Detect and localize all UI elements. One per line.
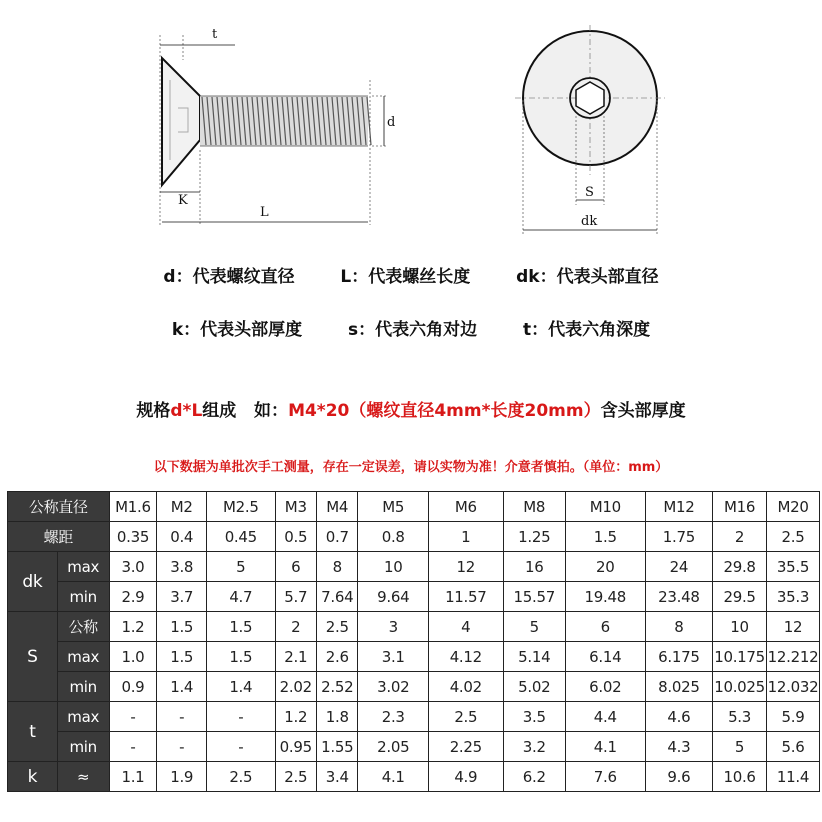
value-cell: -: [207, 732, 275, 762]
legend-dk: dk：代表头部直径: [516, 267, 659, 287]
value-cell: 2.5: [316, 612, 357, 642]
value-cell: 3.5: [503, 702, 565, 732]
value-cell: 5: [503, 612, 565, 642]
value-cell: 2.52: [316, 672, 357, 702]
value-cell: 3.1: [358, 642, 429, 672]
s-max-label: max: [57, 642, 109, 672]
size-header-cell: M12: [645, 492, 712, 522]
value-cell: 1: [428, 522, 503, 552]
value-cell: 4.1: [358, 762, 429, 792]
measurement-note: 以下数据为单批次手工测量，存在一定误差，请以实物为准！介意者慎拍。（单位：mm）: [153, 460, 669, 475]
value-cell: 4.9: [428, 762, 503, 792]
dk-min-row: [8, 582, 820, 612]
value-cell: 10.025: [713, 672, 767, 702]
value-cell: 1.75: [645, 522, 712, 552]
value-cell: 1.5: [157, 612, 207, 642]
value-cell: 1.4: [157, 672, 207, 702]
value-cell: 6.14: [565, 642, 645, 672]
value-cell: 0.35: [109, 522, 157, 552]
value-cell: -: [109, 732, 157, 762]
value-cell: 4.02: [428, 672, 503, 702]
value-cell: 1.8: [316, 702, 357, 732]
value-cell: 1.4: [207, 672, 275, 702]
dk-min-label: min: [57, 582, 109, 612]
value-cell: 9.6: [645, 762, 712, 792]
value-cell: 1.0: [109, 642, 157, 672]
value-cell: 2.5: [428, 702, 503, 732]
value-cell: 35.3: [767, 582, 820, 612]
value-cell: 3.0: [109, 552, 157, 582]
value-cell: 29.5: [713, 582, 767, 612]
value-cell: 2.05: [358, 732, 429, 762]
dim-label-L: L: [260, 205, 269, 220]
value-cell: 19.48: [565, 582, 645, 612]
legend-row-1: [0, 262, 822, 287]
value-cell: 20: [565, 552, 645, 582]
value-cell: 4.6: [645, 702, 712, 732]
value-cell: 4.4: [565, 702, 645, 732]
size-header-cell: M1.6: [109, 492, 157, 522]
s-nom-row: [8, 612, 820, 642]
value-cell: 0.7: [316, 522, 357, 552]
value-cell: 4: [428, 612, 503, 642]
size-header-cell: M4: [316, 492, 357, 522]
legend-L: L：代表螺丝长度: [340, 267, 471, 287]
value-cell: 5.02: [503, 672, 565, 702]
t-min-row: [8, 732, 820, 762]
s-min-label: min: [57, 672, 109, 702]
value-cell: 10: [713, 612, 767, 642]
value-cell: 9.64: [358, 582, 429, 612]
k-row: [8, 762, 820, 792]
value-cell: 2.6: [316, 642, 357, 672]
value-cell: 1.5: [207, 642, 275, 672]
dk-max-row: [8, 552, 820, 582]
value-cell: 0.5: [275, 522, 316, 552]
value-cell: 5.7: [275, 582, 316, 612]
legend-t: t：代表六角深度: [522, 320, 651, 340]
value-cell: 11.4: [767, 762, 820, 792]
dimension-table: [7, 491, 820, 792]
value-cell: 2.02: [275, 672, 316, 702]
s-max-row: [8, 642, 820, 672]
value-cell: 35.5: [767, 552, 820, 582]
value-cell: 5.14: [503, 642, 565, 672]
pitch-label: 螺距: [8, 522, 110, 552]
size-header-cell: M2: [157, 492, 207, 522]
value-cell: 1.25: [503, 522, 565, 552]
size-header-cell: M3: [275, 492, 316, 522]
size-header-cell: M2.5: [207, 492, 275, 522]
value-cell: 3.02: [358, 672, 429, 702]
dim-label-dk: dk: [581, 214, 598, 229]
spec-prefix: 规格: [136, 401, 171, 421]
value-cell: 2.1: [275, 642, 316, 672]
value-cell: 6.2: [503, 762, 565, 792]
value-cell: 1.2: [275, 702, 316, 732]
value-cell: 1.5: [207, 612, 275, 642]
value-cell: 0.95: [275, 732, 316, 762]
size-header-cell: M20: [767, 492, 820, 522]
value-cell: 3.8: [157, 552, 207, 582]
spec-example: M4*20（螺纹直径4mm*长度20mm）: [288, 401, 601, 421]
value-cell: 5: [713, 732, 767, 762]
spec-after-formula: 组成 如：: [202, 401, 289, 421]
value-cell: 8.025: [645, 672, 712, 702]
value-cell: 0.4: [157, 522, 207, 552]
dk-max-label: max: [57, 552, 109, 582]
value-cell: 4.3: [645, 732, 712, 762]
value-cell: 1.55: [316, 732, 357, 762]
value-cell: -: [109, 702, 157, 732]
dim-label-s: S: [585, 185, 594, 200]
value-cell: 4.7: [207, 582, 275, 612]
value-cell: 4.1: [565, 732, 645, 762]
dk-label: dk: [8, 552, 58, 612]
value-cell: 12: [428, 552, 503, 582]
header-row: [8, 492, 820, 522]
value-cell: 5.6: [767, 732, 820, 762]
value-cell: 2.5: [767, 522, 820, 552]
k-approx-label: ≈: [57, 762, 109, 792]
size-header-cell: M6: [428, 492, 503, 522]
value-cell: 2.3: [358, 702, 429, 732]
screw-side-view-drawing: [140, 20, 410, 245]
value-cell: 6: [565, 612, 645, 642]
s-nom-label: 公称: [57, 612, 109, 642]
value-cell: 3: [358, 612, 429, 642]
t-min-label: min: [57, 732, 109, 762]
value-cell: 1.5: [565, 522, 645, 552]
value-cell: 5.3: [713, 702, 767, 732]
value-cell: 24: [645, 552, 712, 582]
value-cell: 2.5: [207, 762, 275, 792]
value-cell: 29.8: [713, 552, 767, 582]
s-label: S: [8, 612, 58, 702]
value-cell: 10.6: [713, 762, 767, 792]
value-cell: 8: [645, 612, 712, 642]
value-cell: 2: [275, 612, 316, 642]
value-cell: 3.4: [316, 762, 357, 792]
screw-head-front-view-drawing: [505, 20, 680, 245]
value-cell: 23.48: [645, 582, 712, 612]
value-cell: 12: [767, 612, 820, 642]
legend-d: d：代表螺纹直径: [163, 267, 295, 287]
size-header-cell: M5: [358, 492, 429, 522]
t-label: t: [8, 702, 58, 762]
header-label: 公称直径: [8, 492, 110, 522]
value-cell: 0.8: [358, 522, 429, 552]
value-cell: 2.25: [428, 732, 503, 762]
value-cell: 1.5: [157, 642, 207, 672]
value-cell: 2: [713, 522, 767, 552]
pitch-row: [8, 522, 820, 552]
value-cell: 7.64: [316, 582, 357, 612]
value-cell: 6: [275, 552, 316, 582]
dim-label-k: K: [178, 193, 188, 208]
value-cell: 5: [207, 552, 275, 582]
k-label: k: [8, 762, 58, 792]
value-cell: 6.02: [565, 672, 645, 702]
value-cell: -: [157, 702, 207, 732]
spec-formula: d*L: [170, 401, 203, 421]
size-header-cell: M10: [565, 492, 645, 522]
value-cell: 8: [316, 552, 357, 582]
value-cell: 5.9: [767, 702, 820, 732]
value-cell: 3.7: [157, 582, 207, 612]
value-cell: 12.032: [767, 672, 820, 702]
value-cell: 16: [503, 552, 565, 582]
value-cell: 2.5: [275, 762, 316, 792]
value-cell: 3.2: [503, 732, 565, 762]
spec-suffix: 含头部厚度: [600, 401, 686, 421]
size-header-cell: M16: [713, 492, 767, 522]
value-cell: 4.12: [428, 642, 503, 672]
value-cell: 7.6: [565, 762, 645, 792]
value-cell: 6.175: [645, 642, 712, 672]
value-cell: 15.57: [503, 582, 565, 612]
t-max-label: max: [57, 702, 109, 732]
value-cell: 0.9: [109, 672, 157, 702]
value-cell: 2.9: [109, 582, 157, 612]
value-cell: -: [157, 732, 207, 762]
legend-s: s：代表六角对边: [348, 320, 478, 340]
value-cell: 10: [358, 552, 429, 582]
value-cell: 11.57: [428, 582, 503, 612]
t-max-row: [8, 702, 820, 732]
value-cell: 0.45: [207, 522, 275, 552]
dim-label-t: t: [212, 27, 218, 42]
value-cell: 12.212: [767, 642, 820, 672]
value-cell: 1.9: [157, 762, 207, 792]
dim-label-d: d: [387, 115, 396, 130]
value-cell: 10.175: [713, 642, 767, 672]
spec-explanation: [0, 396, 822, 421]
value-cell: -: [207, 702, 275, 732]
legend-row-2: [0, 315, 822, 340]
s-min-row: [8, 672, 820, 702]
size-header-cell: M8: [503, 492, 565, 522]
value-cell: 1.2: [109, 612, 157, 642]
value-cell: 1.1: [109, 762, 157, 792]
legend-k: k：代表头部厚度: [171, 320, 303, 340]
